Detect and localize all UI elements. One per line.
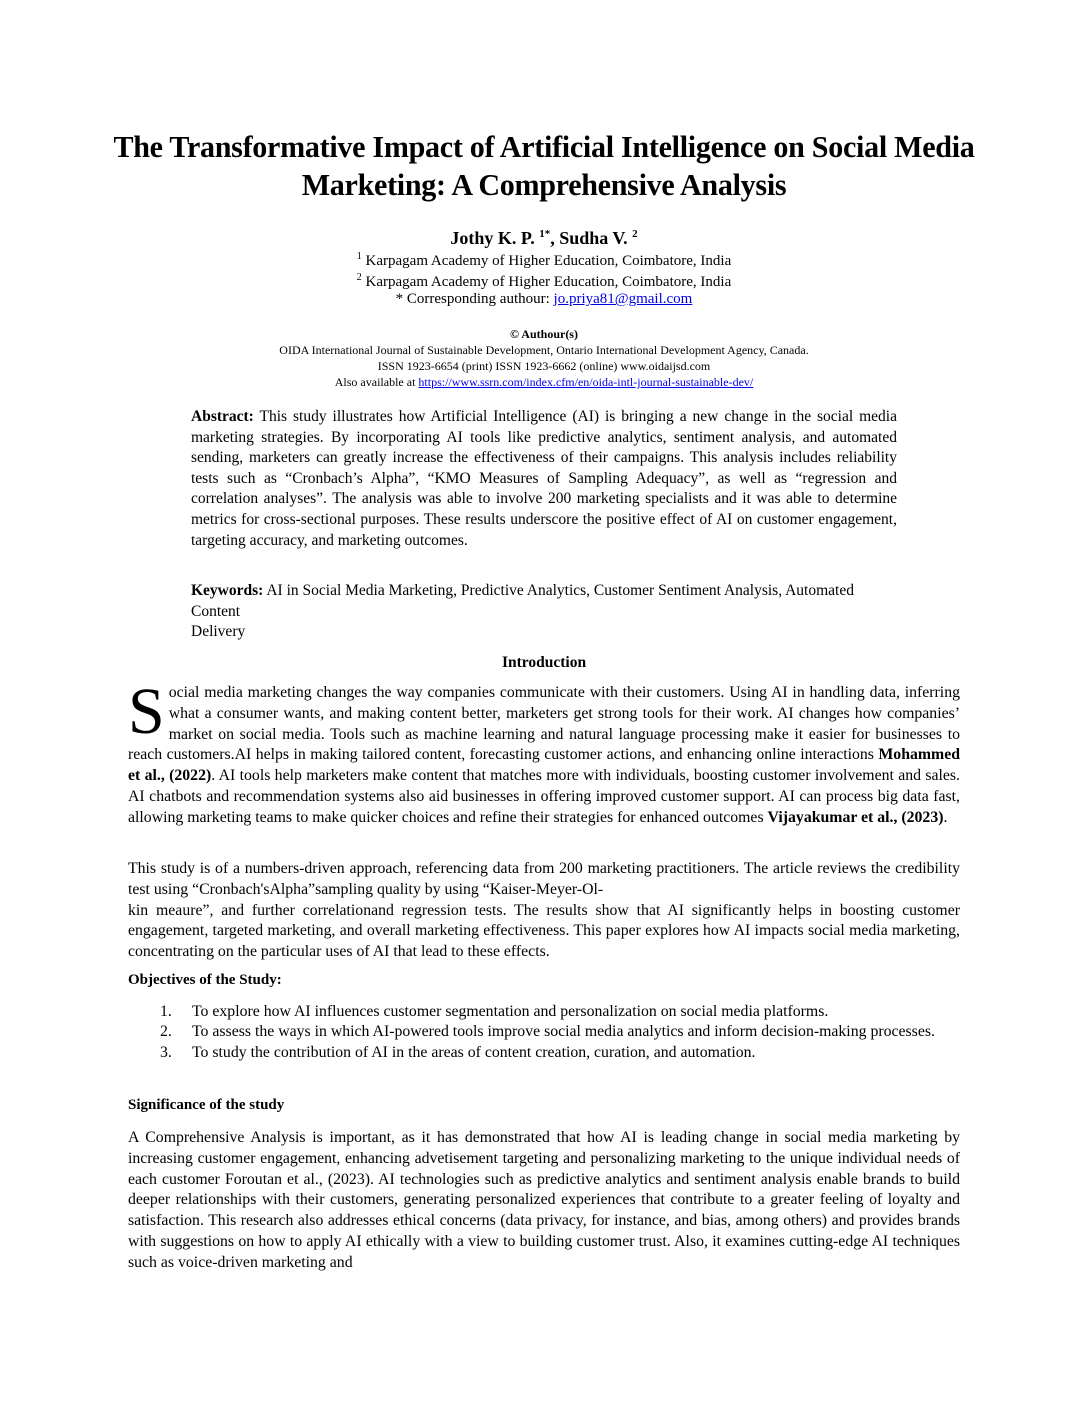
- ssrn-link[interactable]: https://www.ssrn.com/index.cfm/en/oida-intl-journal-sustainable-dev/: [418, 375, 754, 389]
- affiliation-mark: 1: [356, 251, 362, 262]
- keywords-label: Keywords:: [191, 582, 264, 599]
- author-affiliation-mark: 2: [632, 228, 638, 240]
- objectives-heading: Objectives of the Study:: [128, 972, 282, 988]
- keywords-text: AI in Social Media Marketing, Predictive Analytics, Customer Sentiment Analysis, Automated Content: [191, 582, 854, 620]
- issn-line: ISSN 1923-6654 (print) ISSN 1923-6662 (online) www.oidaijsd.com: [377, 359, 711, 373]
- affiliation-text: Karpagam Academy of Higher Education, Coimbatore, India: [365, 253, 732, 269]
- significance-heading: Significance of the study: [128, 1097, 285, 1113]
- author-separator: ,: [550, 228, 560, 248]
- introduction-paragraph-2: [128, 859, 960, 963]
- objective-item: [128, 1002, 960, 1022]
- objective-text: To study the contribution of AI in the areas of content creation, curation, and automation.: [192, 1043, 756, 1061]
- copyright-notice: © Authour(s): [510, 327, 578, 341]
- journal-name: OIDA International Journal of Sustainable Development, Ontario International Development Agency, Canada.: [279, 343, 809, 357]
- citation: Vijayakumar et al., (2023): [767, 808, 944, 826]
- citation: Mohammed et al., (2022): [128, 746, 960, 785]
- affiliation-text: Karpagam Academy of Higher Education, Coimbatore, India: [365, 274, 732, 290]
- paper-title: The Transformative Impact of Artificial Intelligence on Social Media Marketing: A Comprehensive Analysis: [113, 129, 975, 202]
- availability-label: Also available at: [334, 375, 419, 389]
- objective-text: To assess the ways in which AI-powered tools improve social media analytics and inform decision-making processes.: [192, 1023, 935, 1041]
- objectives-list: [128, 1002, 960, 1063]
- author-name: Jothy K. P.: [450, 228, 535, 248]
- objective-item: [128, 1043, 960, 1063]
- paragraph-text: .: [943, 808, 948, 826]
- keywords: [191, 581, 897, 643]
- author-affiliation-mark: 1*: [539, 228, 551, 240]
- drop-cap: S: [128, 675, 165, 748]
- paragraph-text: ocial media marketing changes the way companies communicate with their customers. Using AI in handling data, inferring what a consumer wants, and making content better, marketers get strong tools for their work. AI changes how companies’ market on social media. Tools such as machine learning and natural language processing make it easier for businesses to reach customers.AI helps in making tailored content, forecasting customer actions, and enhancing online interactions: [128, 684, 960, 764]
- paragraph-text: . AI tools help marketers make content that matches more with individuals, boosting customer involvement and sales. AI chatbots and recommendation systems also aid businesses in offering improved customer support. AI can process big data fast, allowing marketing teams to make quicker choices and refine their strategies for enhanced outcomes: [128, 767, 960, 826]
- author-line: [0, 222, 1088, 250]
- significance-paragraph: A Comprehensive Analysis is important, as it has demonstrated that how AI is leading change in social media marketing by increasing customer engagement, enhancing advetisement targeting and personalizing marketing to the unique individual needs of each customer Foroutan et al., (2023). AI technologies such as predictive analytics and sentiment analysis enable brands to build deeper relationships with their customers, generating personalized experiences that contribute to a greater feeling of loyalty and satisfaction. This research also addresses ethical concerns (data privacy, for instance, and bias, among others) and provides brands with suggestions on how to apply AI ethically with a view to building customer trust. Also, it examines cutting-edge AI techniques such as voice-driven marketing and: [128, 1129, 960, 1271]
- abstract-text: This study illustrates how Artificial Intelligence (AI) is bringing a new change in the social media marketing strategies. By incorporating AI tools like predictive analytics, sentiment analysis, and automated sending, marketers can greatly increase the effectiveness of their campaigns.: [191, 408, 897, 467]
- corresponding-author: [0, 289, 1088, 309]
- availability-line: [0, 375, 1088, 390]
- objective-item: [128, 1022, 960, 1042]
- introduction-heading: Introduction: [501, 654, 587, 671]
- paragraph-text: This study is of a numbers-driven approach, referencing data from 200 marketing practitioners. The article reviews the credibility test using “Cronbach'sAlpha”sampling quality by using “Kaiser-Meyer-Ol-: [128, 860, 960, 898]
- objective-text: To explore how AI influences customer segmentation and personalization on social media platforms.: [192, 1003, 829, 1020]
- abstract: [191, 407, 897, 551]
- introduction-paragraph: [128, 675, 960, 829]
- paragraph-text: The results show that AI significantly helps in boosting customer engagement, targeted marketing, and overall marketing effectiveness. This paper explores how AI impacts social media marketing, concentrating on the particular uses of AI that lead to these effects.: [128, 901, 960, 961]
- abstract-label: Abstract:: [191, 408, 254, 425]
- keywords-continuation: Delivery: [191, 623, 246, 641]
- author-name: Sudha V.: [559, 228, 628, 248]
- objective-number: 1.: [160, 1003, 172, 1020]
- affiliation-mark: 2: [356, 272, 362, 283]
- corresponding-label: * Corresponding authour:: [395, 291, 554, 307]
- abstract-text: This analysis includes reliability tests such as “Cronbach’s Alpha”, “KMO Measures of Sampling Adequacy”, as well as “regression and correlation analyses”. The analysis was able to involve 200 marketing specialists and it was able to determine metrics for cross-sectional purposes.: [191, 449, 897, 528]
- corresponding-email-link[interactable]: jo.priya81@gmail.com: [553, 291, 693, 307]
- abstract-text: These results underscore the positive effect of AI on customer engagement, targeting accuracy, and marketing outcomes.: [191, 510, 897, 549]
- objective-number: 2.: [160, 1023, 172, 1041]
- objective-number: 3.: [160, 1043, 172, 1061]
- paragraph-text: kin meaure”, and further correlationand regression tests.: [128, 901, 507, 919]
